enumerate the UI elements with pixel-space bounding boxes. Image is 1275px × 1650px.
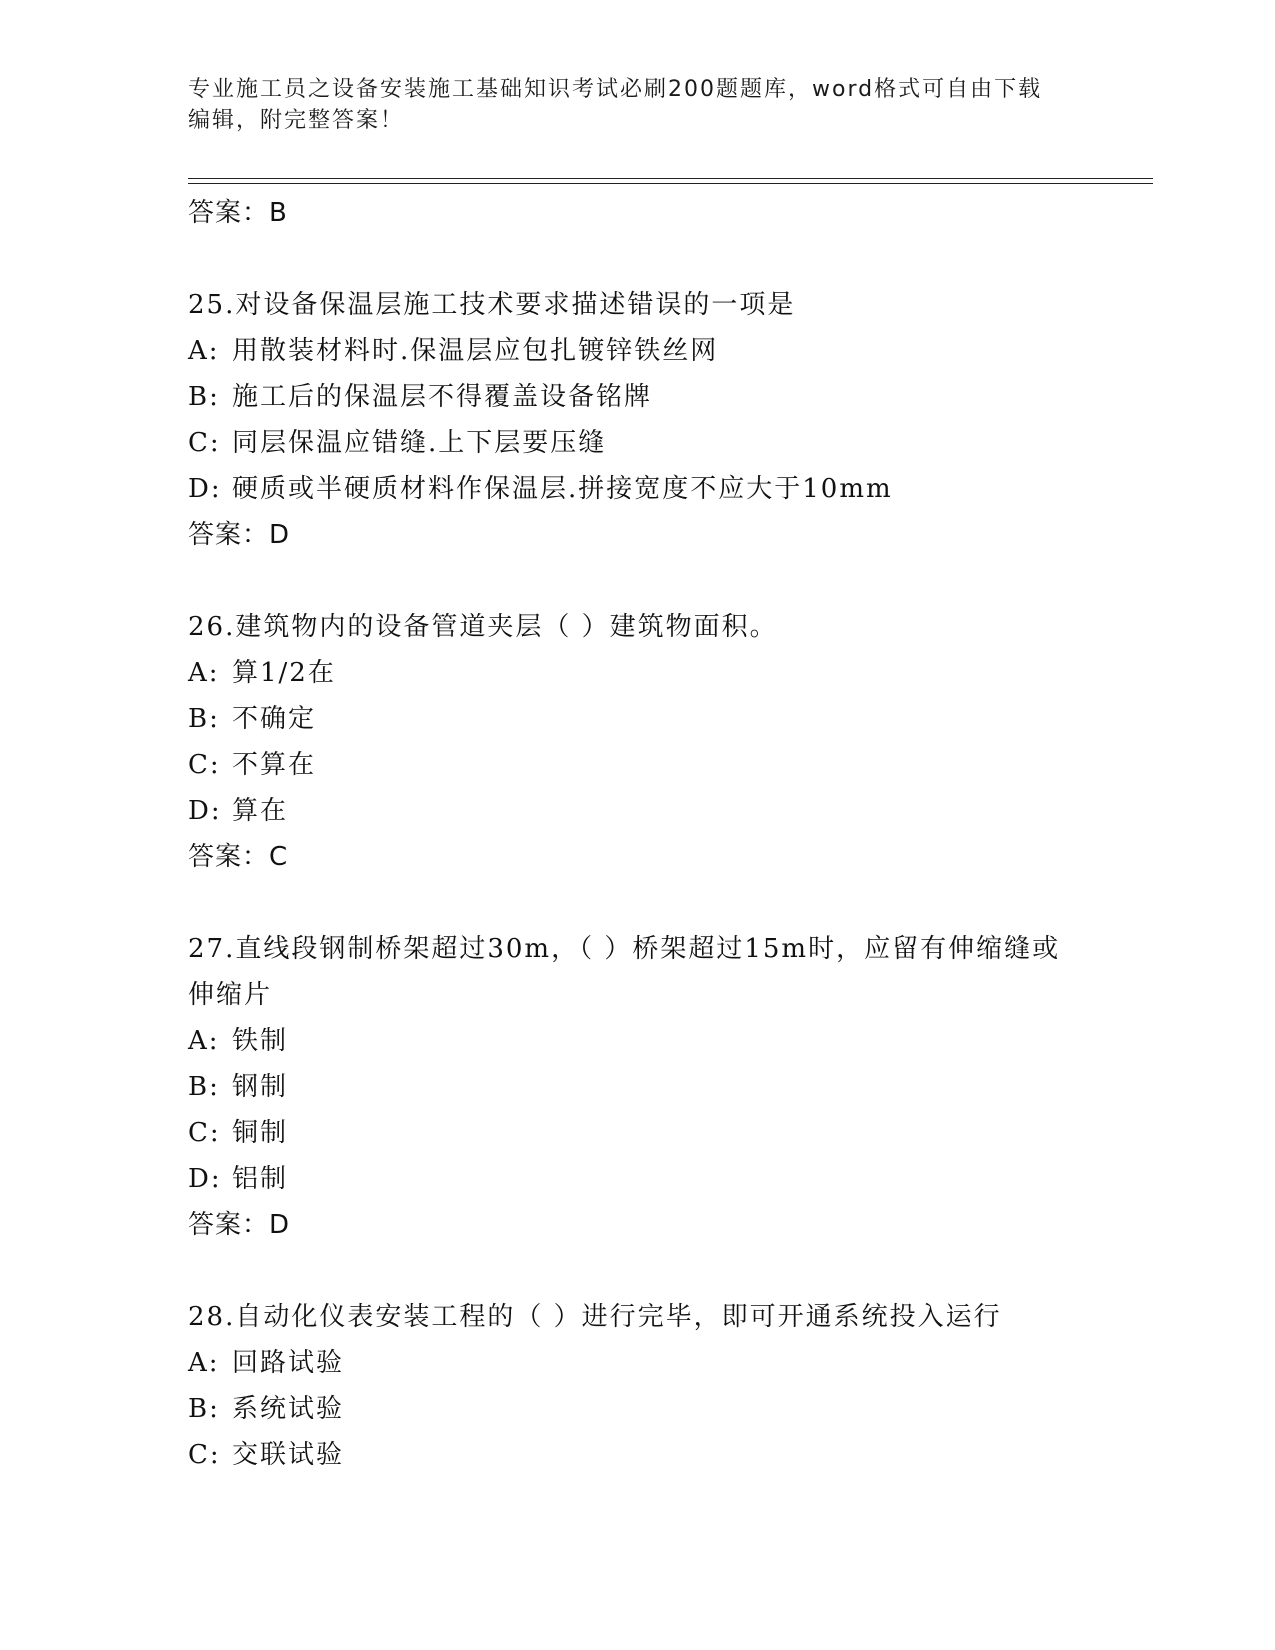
option-text: 用散装材料时.保温层应包扎镀锌铁丝网 (232, 336, 719, 366)
option-text: 算1/2在 (232, 658, 336, 688)
option-b (188, 1064, 1148, 1110)
option-c (188, 742, 1148, 788)
option-text: 铝制 (232, 1164, 289, 1194)
answer-line: 答案：C (188, 842, 289, 872)
option-c (188, 420, 1148, 466)
option-d (188, 788, 1148, 834)
option-letter: D: (188, 1164, 222, 1194)
option-text: 交联试验 (232, 1440, 345, 1470)
option-b (188, 1386, 1148, 1432)
question-text: 26.建筑物内的设备管道夹层（ ）建筑物面积。 (188, 612, 778, 642)
option-letter: B: (188, 1394, 220, 1424)
option-letter: C: (188, 1118, 221, 1148)
answer-line: 答案：D (188, 520, 291, 550)
option-text: 同层保温应错缝.上下层要压缝 (232, 428, 607, 458)
question-block (188, 1294, 1148, 1478)
answer-line: 答案：D (188, 1210, 291, 1240)
question-block (188, 926, 1148, 1248)
option-letter: B: (188, 704, 220, 734)
question-list (188, 190, 1148, 1478)
question-text: 25.对设备保温层施工技术要求描述错误的一项是 (188, 290, 796, 320)
option-text: 系统试验 (232, 1394, 345, 1424)
option-letter: D: (188, 796, 222, 826)
header-line-2: 编辑，附完整答案！ (188, 108, 405, 133)
option-d (188, 1156, 1148, 1202)
document-header (188, 74, 1078, 136)
option-text: 不算在 (232, 750, 317, 780)
option-a (188, 1018, 1148, 1064)
option-letter: B: (188, 382, 220, 412)
option-c (188, 1110, 1148, 1156)
option-d (188, 466, 1148, 512)
option-text: 硬质或半硬质材料作保温层.拼接宽度不应大于10mm (232, 474, 893, 504)
option-letter: C: (188, 428, 221, 458)
answer-line: 答案：B (188, 198, 288, 228)
header-rule-bottom (188, 183, 1153, 184)
option-b (188, 374, 1148, 420)
option-b (188, 696, 1148, 742)
option-c (188, 1432, 1148, 1478)
option-letter: C: (188, 1440, 221, 1470)
option-text: 钢制 (232, 1072, 289, 1102)
option-text: 不确定 (232, 704, 317, 734)
option-letter: A: (188, 1026, 220, 1056)
option-a (188, 328, 1148, 374)
option-text: 算在 (232, 796, 289, 826)
option-letter: C: (188, 750, 221, 780)
option-letter: A: (188, 658, 220, 688)
option-a (188, 650, 1148, 696)
option-letter: B: (188, 1072, 220, 1102)
question-block (188, 282, 1148, 558)
option-text: 施工后的保温层不得覆盖设备铭牌 (232, 382, 653, 412)
question-text-continued: 伸缩片 (188, 980, 273, 1010)
option-letter: A: (188, 336, 220, 366)
header-line-1: 专业施工员之设备安装施工基础知识考试必刷200题题库，word格式可自由下载 (188, 77, 1043, 102)
question-block (188, 604, 1148, 880)
question-text: 27.直线段钢制桥架超过30m，（ ）桥架超过15m时，应留有伸缩缝或 (188, 934, 1061, 964)
header-rule-top (188, 178, 1153, 179)
question-text: 28.自动化仪表安装工程的（ ）进行完毕，即可开通系统投入运行 (188, 1302, 1002, 1332)
option-text: 铜制 (232, 1118, 289, 1148)
option-text: 铁制 (232, 1026, 289, 1056)
option-letter: D: (188, 474, 222, 504)
option-a (188, 1340, 1148, 1386)
option-letter: A: (188, 1348, 220, 1378)
option-text: 回路试验 (232, 1348, 345, 1378)
